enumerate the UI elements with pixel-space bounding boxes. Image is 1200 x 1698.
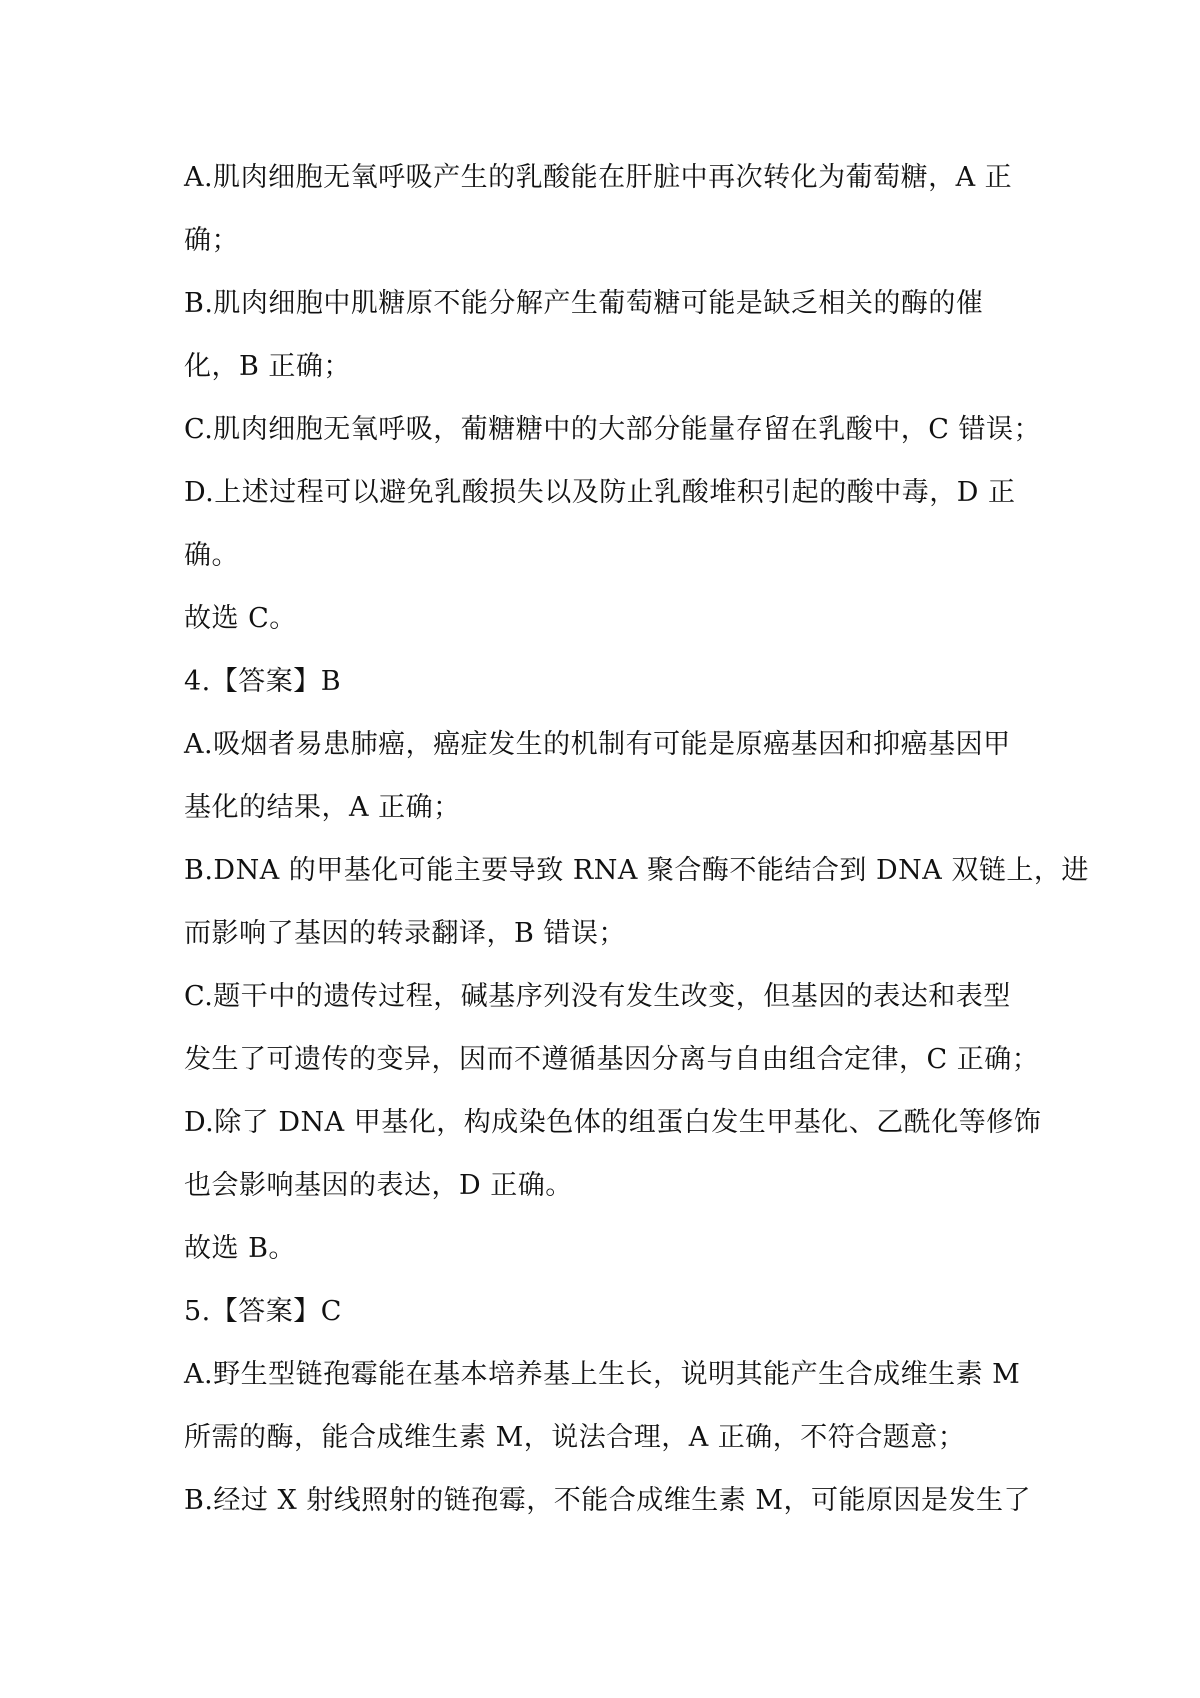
text-line: B.肌肉细胞中肌糖原不能分解产生葡萄糖可能是缺乏相关的酶的催 — [184, 288, 984, 319]
text-line: 化，B 正确； — [184, 351, 351, 382]
text-line: 确； — [184, 225, 239, 256]
answer-heading: 4.【答案】B — [184, 666, 342, 697]
text-line: D.除了 DNA 甲基化，构成染色体的组蛋白发生甲基化、乙酰化等修饰 — [184, 1107, 1042, 1138]
text-line: 也会影响基因的表达，D 正确。 — [184, 1170, 573, 1201]
text-line: A.肌肉细胞无氧呼吸产生的乳酸能在肝脏中再次转化为葡萄糖，A 正 — [184, 162, 1013, 193]
document-body — [184, 146, 1089, 1532]
text-line: A.吸烟者易患肺癌，癌症发生的机制有可能是原癌基因和抑癌基因甲 — [184, 729, 1011, 760]
text-line: C.题干中的遗传过程，碱基序列没有发生改变，但基因的表达和表型 — [184, 981, 1011, 1012]
text-line: 而影响了基因的转录翻译，B 错误； — [184, 918, 626, 949]
text-line: 故选 C。 — [184, 603, 297, 634]
answer-heading: 5.【答案】C — [184, 1296, 342, 1327]
text-line: B.DNA 的甲基化可能主要导致 RNA 聚合酶不能结合到 DNA 双链上，进 — [184, 855, 1089, 886]
text-line: D.上述过程可以避免乳酸损失以及防止乳酸堆积引起的酸中毒，D 正 — [184, 477, 1016, 508]
text-line: 所需的酶，能合成维生素 M，说法合理，A 正确，不符合题意； — [184, 1422, 966, 1453]
text-line: A.野生型链孢霉能在基本培养基上生长，说明其能产生合成维生素 M — [184, 1359, 1021, 1390]
text-line: B.经过 X 射线照射的链孢霉，不能合成维生素 M，可能原因是发生了 — [184, 1485, 1032, 1516]
text-line: 故选 B。 — [184, 1233, 296, 1264]
text-line: 发生了可遗传的变异，因而不遵循基因分离与自由组合定律，C 正确； — [184, 1044, 1040, 1075]
text-line: C.肌肉细胞无氧呼吸，葡糖糖中的大部分能量存留在乳酸中，C 错误； — [184, 414, 1042, 445]
text-line: 确。 — [184, 540, 239, 571]
text-line: 基化的结果，A 正确； — [184, 792, 461, 823]
